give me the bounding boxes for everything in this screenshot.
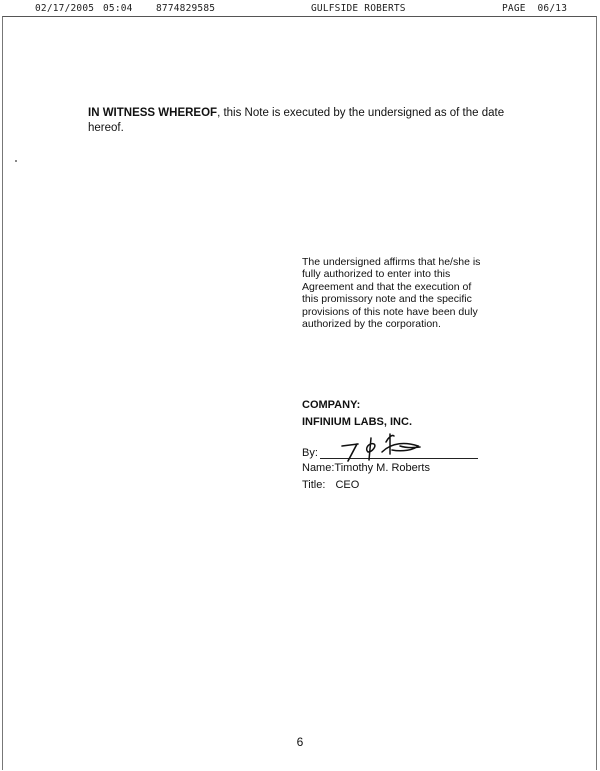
fax-header <box>0 3 600 17</box>
title-label: Title: <box>302 479 326 491</box>
affirmation-line: fully authorized to enter into this <box>302 268 451 281</box>
signer-name <box>302 462 430 474</box>
affirmation-line: provisions of this note have been duly <box>302 305 478 318</box>
by-label: By: <box>302 447 318 459</box>
company-name: INFINIUM LABS, INC. <box>302 416 412 428</box>
page-number: 6 <box>296 735 304 749</box>
handwritten-signature <box>330 430 440 464</box>
name-value: Timothy M. Roberts <box>334 462 430 474</box>
title-value: CEO <box>335 479 360 491</box>
fax-phone: 8774829585 <box>156 3 216 14</box>
witness-paragraph <box>88 106 518 136</box>
fax-page-count: PAGE 06/13 <box>502 3 568 14</box>
signer-title <box>302 479 359 491</box>
affirmation-paragraph <box>302 256 517 330</box>
company-label: COMPANY: <box>302 399 361 411</box>
witness-text: , this Note is executed by the undersigned as of the date hereof. <box>88 107 505 134</box>
affirmation-line: The undersigned affirms that he/she is <box>302 256 481 268</box>
affirmation-line: this promissory note and the specific <box>302 293 472 306</box>
fax-time: 05:04 <box>103 3 133 14</box>
affirmation-line: authorized by the corporation. <box>302 318 441 331</box>
witness-bold-lead: IN WITNESS WHEREOF <box>88 107 218 119</box>
name-label: Name: <box>302 462 335 474</box>
scan-speck <box>15 160 17 162</box>
fax-date: 02/17/2005 <box>35 3 95 14</box>
fax-sender: GULFSIDE ROBERTS <box>311 3 406 14</box>
affirmation-line: Agreement and that the execution of <box>302 280 472 293</box>
